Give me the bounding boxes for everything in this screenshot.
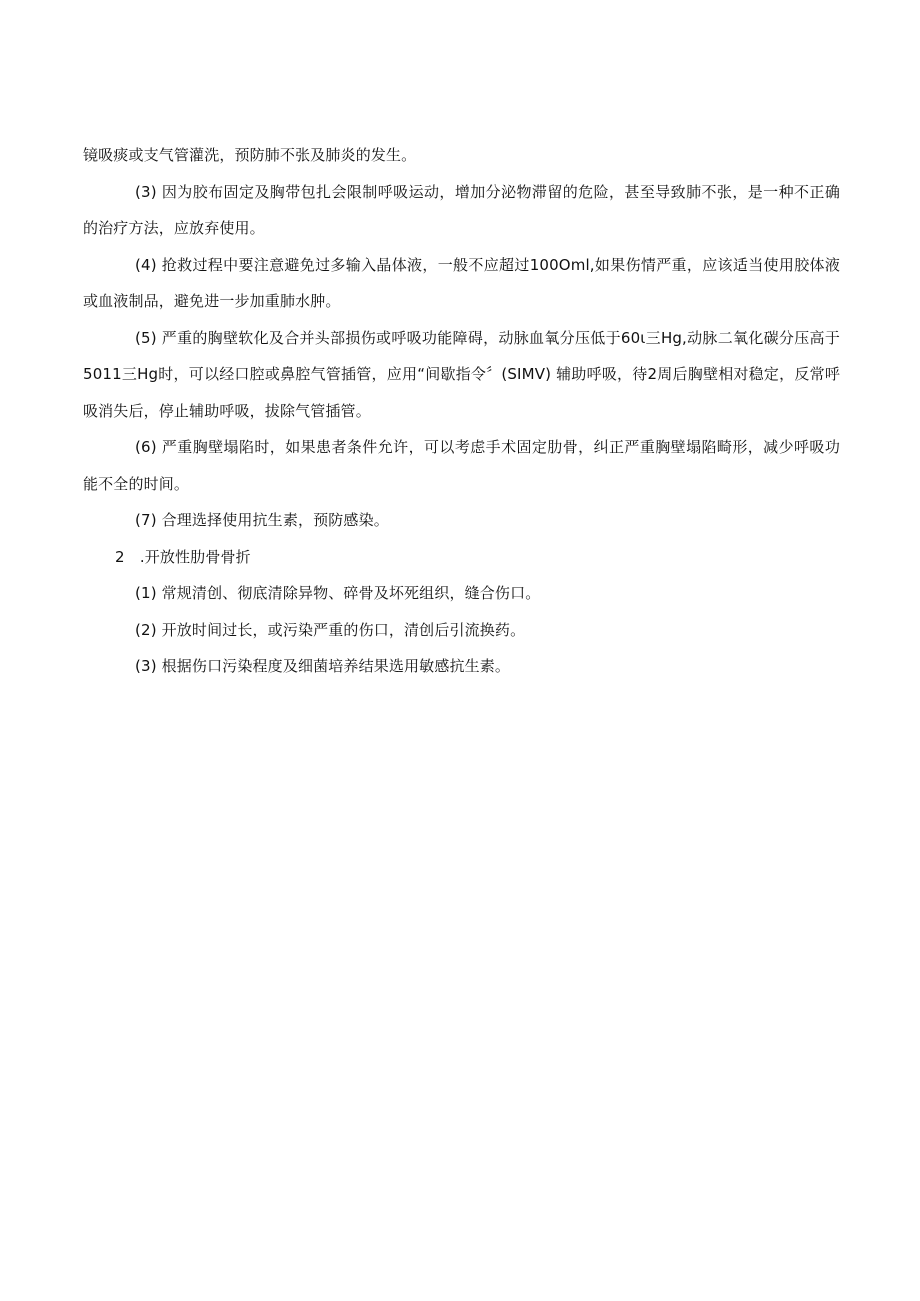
paragraph-item-3: (3) 因为胶布固定及胸带包扎会限制呼吸运动，增加分泌物滞留的危险，甚至导致肺不张，是一种不正确的治疗方法，应放弃使用。 [83, 182, 840, 237]
paragraph-open-item-2: (2) 开放时间过长，或污染严重的伤口，清创后引流换药。 [135, 620, 526, 639]
paragraph-item-5: (5) 严重的胸壁软化及合并头部损伤或呼吸功能障碍，动脉血氧分压低于60ι三Hg,动脉二氧化碳分压高于5011三Hg时，可以经口腔或鼻腔气管插管，应用“间歇指令〞(SIMV) 辅助呼吸，待2周后胸壁相对稳定，反常呼吸消失后，停止辅助呼吸，拔除气管插管。 [83, 328, 840, 420]
paragraph-item-7: (7) 合理选择使用抗生素，预防感染。 [135, 511, 389, 529]
paragraph-continuation: 镜吸痰或支气管灌洗，预防肺不张及肺炎的发生。 [83, 146, 417, 164]
paragraph-item-4: (4) 抢救过程中要注意避免过多输入晶体液，一般不应超过100Oml,如果伤情严重，应该适当使用胶体液或血液制品，避免进一步加重肺水肿。 [83, 255, 840, 310]
section-heading-open-rib-fracture: 2 .开放性肋骨骨折 [115, 547, 251, 566]
paragraph-item-6: (6) 严重胸壁塌陷时，如果患者条件允许，可以考虑手术固定肋骨，纠正严重胸壁塌陷畸形，减少呼吸功能不全的时间。 [83, 438, 840, 493]
document-body [83, 137, 840, 685]
paragraph-open-item-3: (3) 根据伤口污染程度及细菌培养结果选用敏感抗生素。 [135, 657, 511, 675]
paragraph-open-item-1: (1) 常规清创、彻底清除异物、碎骨及坏死组织，缝合伤口。 [135, 584, 541, 602]
